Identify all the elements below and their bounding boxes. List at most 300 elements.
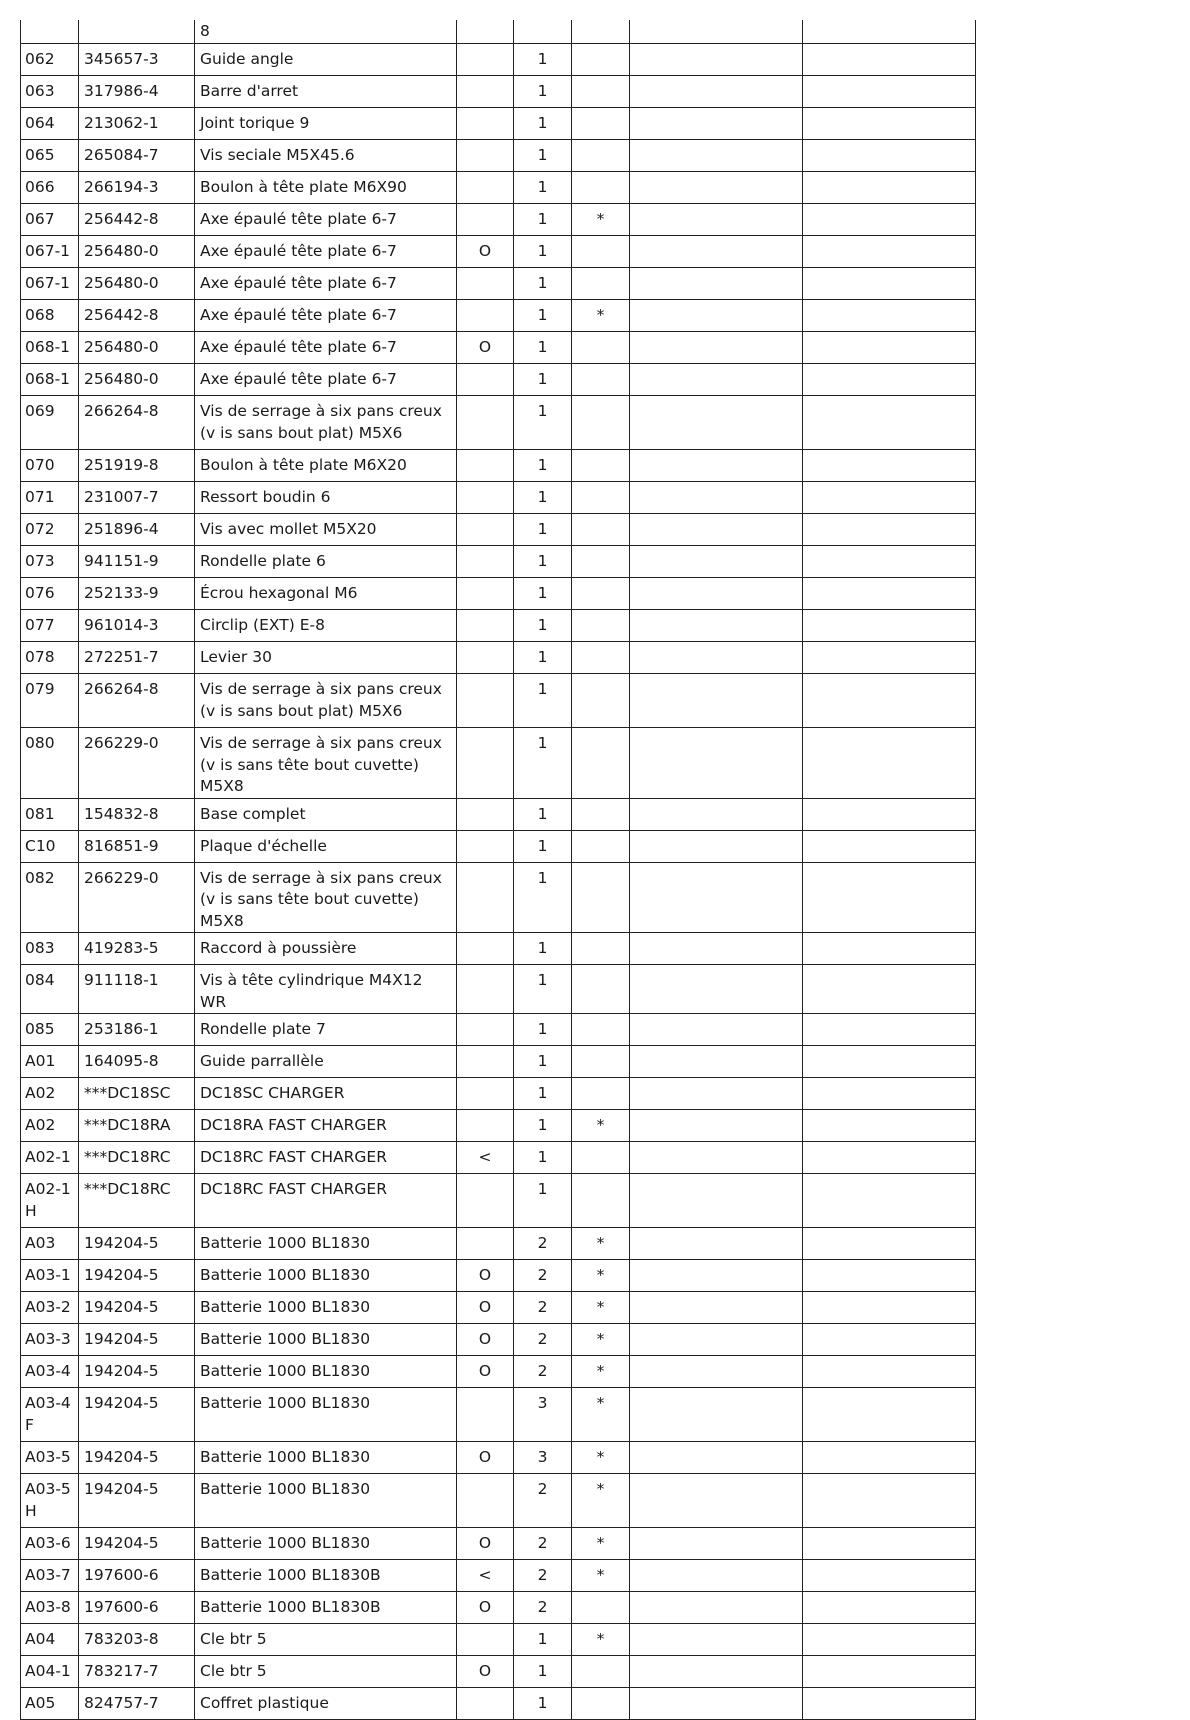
empty-cell (803, 44, 976, 76)
description: Batterie 1000 BL1830 (195, 1442, 457, 1474)
empty-cell (630, 933, 803, 965)
table-row (21, 108, 976, 140)
empty-cell (803, 236, 976, 268)
empty-cell (803, 300, 976, 332)
option-mark (457, 642, 514, 674)
option-mark (457, 1388, 514, 1442)
item-number: A02-1 (21, 1142, 79, 1174)
part-number: 194204-5 (79, 1442, 195, 1474)
part-number: 256442-8 (79, 300, 195, 332)
empty-cell (630, 76, 803, 108)
description: Batterie 1000 BL1830 (195, 1388, 457, 1442)
item-number: A03-4 F (21, 1388, 79, 1442)
empty-cell (803, 1356, 976, 1388)
quantity: 1 (514, 546, 572, 578)
item-number: 081 (21, 798, 79, 830)
item-number: A01 (21, 1046, 79, 1078)
table-row (21, 1046, 976, 1078)
note-mark: * (572, 1324, 630, 1356)
table-row (21, 396, 976, 450)
item-number: 066 (21, 172, 79, 204)
option-mark: O (457, 1442, 514, 1474)
item-number: 078 (21, 642, 79, 674)
empty-cell (803, 610, 976, 642)
empty-cell (803, 642, 976, 674)
quantity: 2 (514, 1356, 572, 1388)
description: Batterie 1000 BL1830 (195, 1356, 457, 1388)
item-number: 082 (21, 862, 79, 933)
note-mark (572, 364, 630, 396)
option-mark: O (457, 1356, 514, 1388)
note-mark: * (572, 1110, 630, 1142)
note-mark (572, 268, 630, 300)
quantity: 1 (514, 450, 572, 482)
item-number: A03-1 (21, 1260, 79, 1292)
note-mark (572, 578, 630, 610)
item-number: 067 (21, 204, 79, 236)
note-mark (572, 76, 630, 108)
part-number: 194204-5 (79, 1474, 195, 1528)
note-mark (572, 1046, 630, 1078)
empty-cell (630, 482, 803, 514)
empty-cell (630, 546, 803, 578)
note-mark (572, 1688, 630, 1720)
table-row (21, 1142, 976, 1174)
quantity: 1 (514, 862, 572, 933)
quantity: 3 (514, 1388, 572, 1442)
option-mark: < (457, 1142, 514, 1174)
quantity: 1 (514, 1688, 572, 1720)
table-row (21, 1688, 976, 1720)
description: Batterie 1000 BL1830 (195, 1292, 457, 1324)
empty-cell (630, 610, 803, 642)
description: Batterie 1000 BL1830B (195, 1592, 457, 1624)
table-row (21, 674, 976, 728)
empty-cell (630, 300, 803, 332)
option-mark (457, 108, 514, 140)
empty-cell (630, 728, 803, 799)
note-mark: * (572, 204, 630, 236)
item-number: 062 (21, 44, 79, 76)
empty-cell (630, 236, 803, 268)
description: 8 (195, 20, 457, 44)
empty-cell (630, 450, 803, 482)
quantity: 1 (514, 1014, 572, 1046)
empty-cell (630, 1528, 803, 1560)
empty-cell (630, 1592, 803, 1624)
item-number: 068-1 (21, 364, 79, 396)
item-number: 080 (21, 728, 79, 799)
empty-cell (630, 1228, 803, 1260)
item-number: 068-1 (21, 332, 79, 364)
quantity: 1 (514, 140, 572, 172)
note-mark (572, 44, 630, 76)
part-number: 816851-9 (79, 830, 195, 862)
quantity: 1 (514, 332, 572, 364)
empty-cell (630, 965, 803, 1014)
description: Batterie 1000 BL1830 (195, 1474, 457, 1528)
table-row (21, 830, 976, 862)
option-mark (457, 482, 514, 514)
quantity: 1 (514, 674, 572, 728)
item-number (21, 20, 79, 44)
table-row (21, 1592, 976, 1624)
table-row (21, 965, 976, 1014)
part-number: 272251-7 (79, 642, 195, 674)
empty-cell (630, 1292, 803, 1324)
part-number: ***DC18RC (79, 1174, 195, 1228)
empty-cell (803, 674, 976, 728)
item-number: 085 (21, 1014, 79, 1046)
note-mark (572, 172, 630, 204)
table-row (21, 546, 976, 578)
part-number: 194204-5 (79, 1356, 195, 1388)
option-mark (457, 20, 514, 44)
note-mark: * (572, 1624, 630, 1656)
item-number: 083 (21, 933, 79, 965)
description: Axe épaulé tête plate 6-7 (195, 204, 457, 236)
empty-cell (803, 1442, 976, 1474)
option-mark (457, 76, 514, 108)
description: Vis avec mollet M5X20 (195, 514, 457, 546)
empty-cell (803, 1046, 976, 1078)
option-mark: O (457, 1528, 514, 1560)
empty-cell (630, 1474, 803, 1528)
table-row (21, 76, 976, 108)
part-number: 256480-0 (79, 268, 195, 300)
note-mark: * (572, 1292, 630, 1324)
description: Axe épaulé tête plate 6-7 (195, 300, 457, 332)
empty-cell (803, 514, 976, 546)
empty-cell (803, 76, 976, 108)
description: Axe épaulé tête plate 6-7 (195, 236, 457, 268)
empty-cell (630, 204, 803, 236)
option-mark (457, 728, 514, 799)
description: Cle btr 5 (195, 1656, 457, 1688)
empty-cell (803, 1474, 976, 1528)
part-number: 256480-0 (79, 236, 195, 268)
empty-cell (803, 1260, 976, 1292)
note-mark (572, 1142, 630, 1174)
note-mark (572, 1592, 630, 1624)
description: Boulon à tête plate M6X90 (195, 172, 457, 204)
table-row (21, 236, 976, 268)
quantity: 2 (514, 1592, 572, 1624)
option-mark (457, 268, 514, 300)
empty-cell (803, 1174, 976, 1228)
empty-cell (803, 482, 976, 514)
table-row (21, 610, 976, 642)
part-number: 266229-0 (79, 862, 195, 933)
empty-cell (803, 172, 976, 204)
table-row (21, 1474, 976, 1528)
option-mark (457, 830, 514, 862)
table-row (21, 1624, 976, 1656)
option-mark (457, 204, 514, 236)
description: Vis seciale M5X45.6 (195, 140, 457, 172)
item-number: 076 (21, 578, 79, 610)
note-mark (572, 546, 630, 578)
option-mark: O (457, 1292, 514, 1324)
quantity: 1 (514, 364, 572, 396)
part-number: 256480-0 (79, 332, 195, 364)
empty-cell (803, 20, 976, 44)
empty-cell (630, 1356, 803, 1388)
item-number: A03-4 (21, 1356, 79, 1388)
table-row (21, 1110, 976, 1142)
table-row (21, 862, 976, 933)
empty-cell (803, 578, 976, 610)
quantity: 1 (514, 236, 572, 268)
option-mark (457, 396, 514, 450)
table-row (21, 578, 976, 610)
empty-cell (630, 1324, 803, 1356)
table-row (21, 1014, 976, 1046)
empty-cell (630, 172, 803, 204)
description: Barre d'arret (195, 76, 457, 108)
quantity: 1 (514, 933, 572, 965)
quantity: 1 (514, 514, 572, 546)
empty-cell (803, 830, 976, 862)
item-number: 070 (21, 450, 79, 482)
part-number: ***DC18RC (79, 1142, 195, 1174)
empty-cell (630, 1388, 803, 1442)
empty-cell (630, 514, 803, 546)
note-mark (572, 236, 630, 268)
note-mark (572, 20, 630, 44)
table-row (21, 1442, 976, 1474)
description: Cle btr 5 (195, 1624, 457, 1656)
empty-cell (803, 1292, 976, 1324)
part-number: 251919-8 (79, 450, 195, 482)
description: Boulon à tête plate M6X20 (195, 450, 457, 482)
quantity: 1 (514, 172, 572, 204)
empty-cell (630, 674, 803, 728)
empty-cell (803, 140, 976, 172)
quantity (514, 20, 572, 44)
note-mark (572, 140, 630, 172)
part-number: ***DC18SC (79, 1078, 195, 1110)
table-row (21, 1292, 976, 1324)
option-mark: O (457, 236, 514, 268)
empty-cell (803, 728, 976, 799)
part-number: 266264-8 (79, 674, 195, 728)
empty-cell (803, 862, 976, 933)
part-number: 266194-3 (79, 172, 195, 204)
option-mark (457, 300, 514, 332)
part-number: 265084-7 (79, 140, 195, 172)
part-number: ***DC18RA (79, 1110, 195, 1142)
option-mark: O (457, 1260, 514, 1292)
note-mark (572, 1078, 630, 1110)
note-mark (572, 642, 630, 674)
quantity: 2 (514, 1228, 572, 1260)
option-mark: O (457, 332, 514, 364)
item-number: A03-8 (21, 1592, 79, 1624)
note-mark (572, 798, 630, 830)
empty-cell (803, 1624, 976, 1656)
description: Batterie 1000 BL1830B (195, 1560, 457, 1592)
description: DC18RA FAST CHARGER (195, 1110, 457, 1142)
empty-cell (630, 44, 803, 76)
description: Vis à tête cylindrique M4X12 WR (195, 965, 457, 1014)
description: DC18SC CHARGER (195, 1078, 457, 1110)
item-number: 065 (21, 140, 79, 172)
quantity: 1 (514, 965, 572, 1014)
item-number: 072 (21, 514, 79, 546)
option-mark (457, 1046, 514, 1078)
table-row (21, 1228, 976, 1260)
option-mark (457, 610, 514, 642)
note-mark: * (572, 1442, 630, 1474)
part-number: 197600-6 (79, 1592, 195, 1624)
part-number: 194204-5 (79, 1292, 195, 1324)
empty-cell (803, 268, 976, 300)
description: Rondelle plate 7 (195, 1014, 457, 1046)
quantity: 1 (514, 1656, 572, 1688)
empty-cell (803, 1078, 976, 1110)
note-mark (572, 514, 630, 546)
part-number: 164095-8 (79, 1046, 195, 1078)
option-mark (457, 862, 514, 933)
description: Vis de serrage à six pans creux (v is sans tête bout cuvette) M5X8 (195, 862, 457, 933)
note-mark (572, 830, 630, 862)
option-mark (457, 1014, 514, 1046)
part-number: 253186-1 (79, 1014, 195, 1046)
table-row (21, 1356, 976, 1388)
empty-cell (630, 1624, 803, 1656)
table-row (21, 20, 976, 44)
item-number: A02 (21, 1078, 79, 1110)
parts-table (20, 20, 976, 1720)
note-mark (572, 108, 630, 140)
quantity: 1 (514, 1142, 572, 1174)
item-number: 084 (21, 965, 79, 1014)
item-number: A04-1 (21, 1656, 79, 1688)
note-mark: * (572, 1260, 630, 1292)
description: Vis de serrage à six pans creux (v is sans bout plat) M5X6 (195, 674, 457, 728)
parts-table-body (21, 20, 976, 1720)
option-mark: < (457, 1560, 514, 1592)
note-mark (572, 965, 630, 1014)
note-mark: * (572, 1388, 630, 1442)
quantity: 1 (514, 1174, 572, 1228)
description: DC18RC FAST CHARGER (195, 1174, 457, 1228)
note-mark: * (572, 1560, 630, 1592)
empty-cell (630, 830, 803, 862)
empty-cell (630, 108, 803, 140)
item-number: A03-3 (21, 1324, 79, 1356)
table-row (21, 482, 976, 514)
empty-cell (803, 396, 976, 450)
empty-cell (803, 1324, 976, 1356)
description: Écrou hexagonal M6 (195, 578, 457, 610)
quantity: 1 (514, 108, 572, 140)
description: Raccord à poussière (195, 933, 457, 965)
option-mark (457, 674, 514, 728)
part-number: 941151-9 (79, 546, 195, 578)
part-number: 824757-7 (79, 1688, 195, 1720)
part-number: 783203-8 (79, 1624, 195, 1656)
empty-cell (803, 364, 976, 396)
empty-cell (803, 798, 976, 830)
table-row (21, 44, 976, 76)
empty-cell (630, 1046, 803, 1078)
note-mark (572, 933, 630, 965)
item-number: 067-1 (21, 268, 79, 300)
option-mark (457, 1110, 514, 1142)
option-mark (457, 1624, 514, 1656)
description: Axe épaulé tête plate 6-7 (195, 268, 457, 300)
item-number: 069 (21, 396, 79, 450)
item-number: 079 (21, 674, 79, 728)
empty-cell (803, 332, 976, 364)
empty-cell (630, 798, 803, 830)
option-mark (457, 1078, 514, 1110)
item-number: A03-5 (21, 1442, 79, 1474)
part-number: 317986-4 (79, 76, 195, 108)
table-row (21, 1324, 976, 1356)
option-mark (457, 546, 514, 578)
table-row (21, 933, 976, 965)
empty-cell (803, 1528, 976, 1560)
option-mark (457, 1228, 514, 1260)
item-number: 063 (21, 76, 79, 108)
empty-cell (803, 965, 976, 1014)
description: Ressort boudin 6 (195, 482, 457, 514)
item-number: 067-1 (21, 236, 79, 268)
description: Axe épaulé tête plate 6-7 (195, 364, 457, 396)
option-mark (457, 514, 514, 546)
description: Guide parrallèle (195, 1046, 457, 1078)
table-row (21, 728, 976, 799)
note-mark: * (572, 1474, 630, 1528)
part-number: 194204-5 (79, 1388, 195, 1442)
item-number: 073 (21, 546, 79, 578)
note-mark: * (572, 1228, 630, 1260)
quantity: 1 (514, 76, 572, 108)
description: Joint torique 9 (195, 108, 457, 140)
item-number: A03-2 (21, 1292, 79, 1324)
option-mark (457, 798, 514, 830)
empty-cell (630, 1560, 803, 1592)
table-row (21, 204, 976, 236)
quantity: 1 (514, 1078, 572, 1110)
option-mark (457, 140, 514, 172)
option-mark (457, 450, 514, 482)
empty-cell (630, 578, 803, 610)
option-mark (457, 1174, 514, 1228)
quantity: 1 (514, 300, 572, 332)
quantity: 1 (514, 1110, 572, 1142)
note-mark: * (572, 1528, 630, 1560)
description: DC18RC FAST CHARGER (195, 1142, 457, 1174)
table-row (21, 364, 976, 396)
empty-cell (803, 546, 976, 578)
part-number: 266229-0 (79, 728, 195, 799)
description: Batterie 1000 BL1830 (195, 1260, 457, 1292)
description: Rondelle plate 6 (195, 546, 457, 578)
option-mark (457, 44, 514, 76)
table-row (21, 642, 976, 674)
description: Circlip (EXT) E-8 (195, 610, 457, 642)
quantity: 2 (514, 1560, 572, 1592)
description: Base complet (195, 798, 457, 830)
empty-cell (630, 20, 803, 44)
quantity: 1 (514, 578, 572, 610)
empty-cell (630, 1174, 803, 1228)
table-row (21, 1260, 976, 1292)
